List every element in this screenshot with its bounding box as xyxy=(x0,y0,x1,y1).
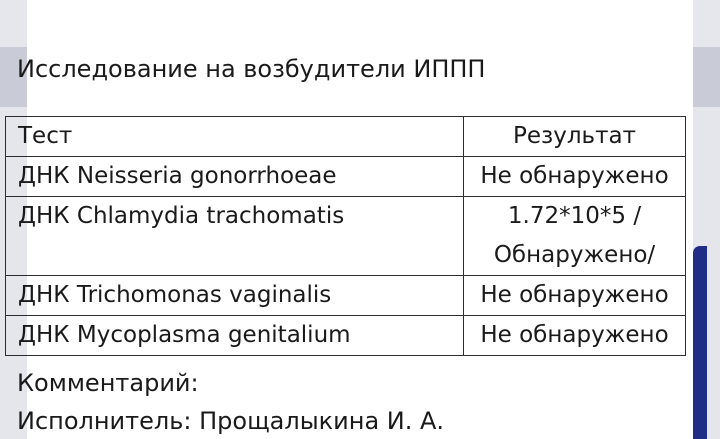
test-result: Не обнаружено xyxy=(464,316,686,356)
test-result: Не обнаружено xyxy=(464,157,686,197)
header-result: Результат xyxy=(464,117,686,157)
result-value: 1.72*10*5 / xyxy=(507,203,642,229)
table-header-row xyxy=(6,117,686,157)
table-row xyxy=(6,197,686,276)
test-result xyxy=(464,197,686,276)
result-status: Обнаружено/ xyxy=(493,242,656,268)
test-name: ДНК Neisseria gonorrhoeae xyxy=(6,157,464,197)
comment-label: Комментарий: xyxy=(17,369,199,397)
results-table xyxy=(5,116,686,356)
test-result: Не обнаружено xyxy=(464,276,686,316)
test-name: ДНК Trichomonas vaginalis xyxy=(6,276,464,316)
test-name: ДНК Mycoplasma genitalium xyxy=(6,316,464,356)
header-test: Тест xyxy=(6,117,464,157)
table-row xyxy=(6,276,686,316)
report-content xyxy=(17,0,693,439)
report-document-sheet[interactable] xyxy=(17,0,693,439)
table-row xyxy=(6,157,686,197)
test-name: ДНК Chlamydia trachomatis xyxy=(6,197,464,276)
executor-line: Исполнитель: Прощалыкина И. А. xyxy=(17,407,445,435)
table-row xyxy=(6,316,686,356)
report-title: Исследование на возбудители ИППП xyxy=(17,55,486,83)
accent-scroll-indicator[interactable] xyxy=(693,246,707,439)
